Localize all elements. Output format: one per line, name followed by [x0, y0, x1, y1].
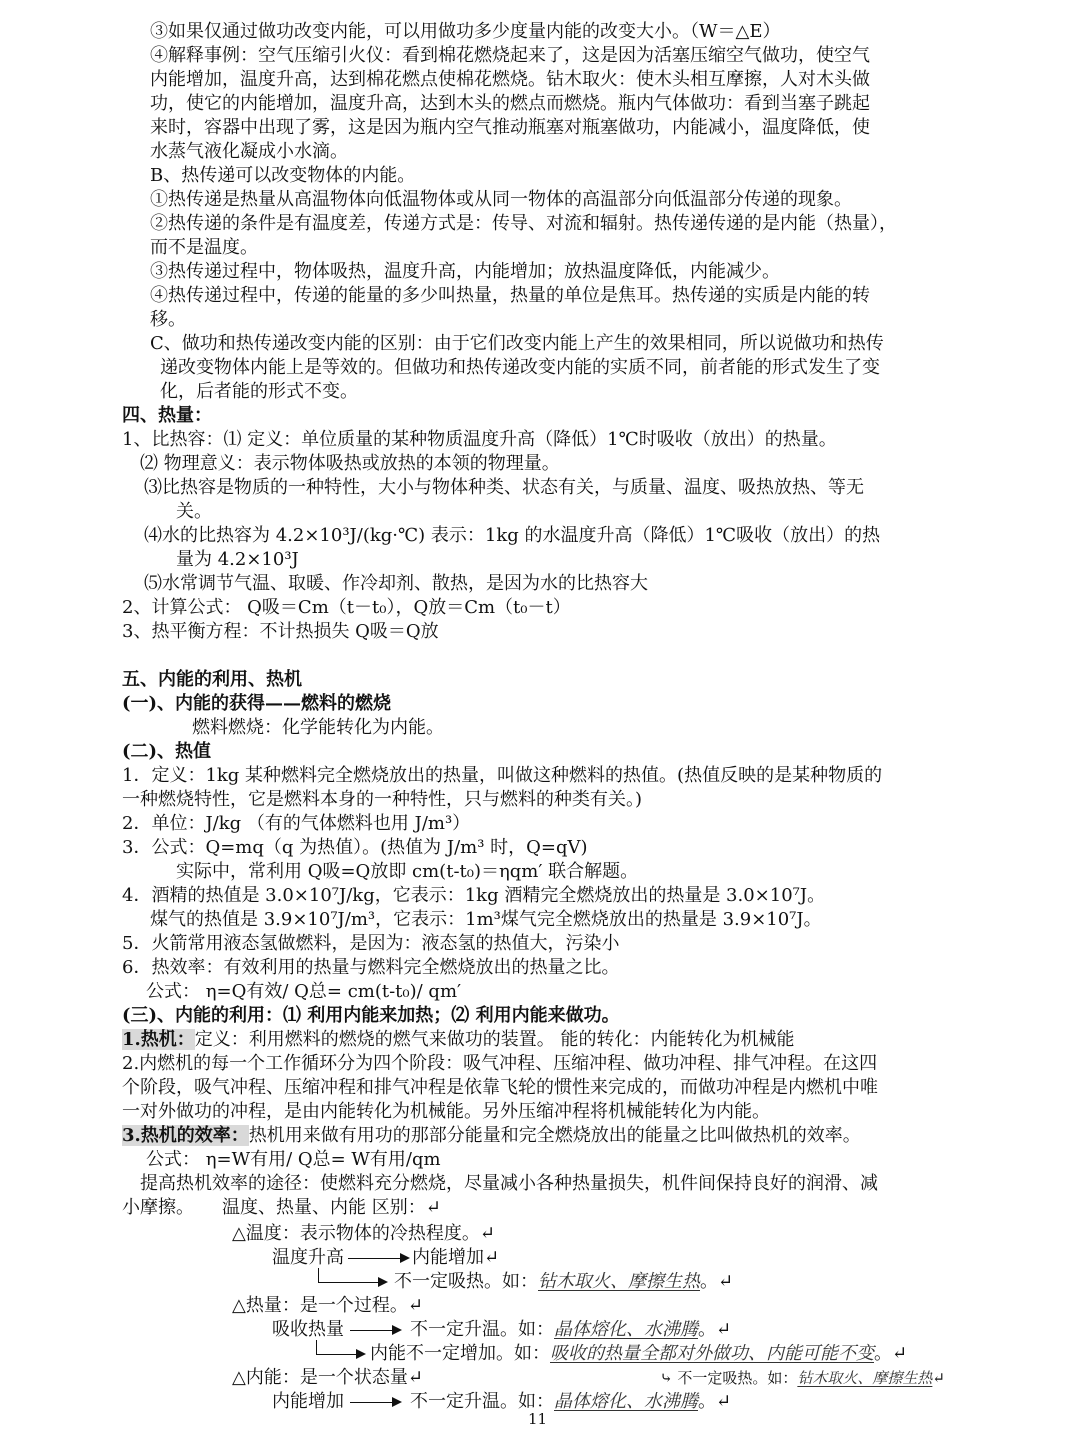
text-line: 燃料燃烧：化学能转化为内能。	[192, 717, 444, 738]
heat-engine-label: 1.热机：	[122, 1029, 195, 1050]
text-line: C、做功和热传递改变内能的区别：由于它们改变内能上产生的效果相同，所以说做功和热传	[150, 333, 884, 354]
text-line: 6．热效率：有效利用的热量与燃料完全燃烧放出的热量之比。	[122, 957, 620, 978]
diagram-temperature-heading: △温度：表示物体的冷热程度。↵	[232, 1223, 495, 1244]
text-line: ③如果仅通过做功改变内能，可以用做功多少度量内能的改变大小。（W＝△E）	[150, 21, 781, 42]
diagram-node: 内能增加	[272, 1391, 344, 1412]
heat-engine-text: 定义：利用燃料的燃烧的燃气来做功的装置。 能的转化：内能转化为机械能	[194, 1029, 795, 1050]
text-line: 关。	[176, 501, 212, 522]
text-line: 1、比热容：⑴ 定义：单位质量的某种物质温度升高（降低）1℃时吸收（放出）的热量。	[122, 429, 837, 450]
text-line: 而不是温度。	[150, 237, 258, 258]
example-text: 钻木取火、摩擦生热	[538, 1271, 700, 1292]
branch-text: 不一定吸热。如：	[394, 1271, 538, 1292]
efficiency-text: 热机用来做有用功的那部分能量和完全燃烧放出的能量之比叫做热机的效率。	[248, 1125, 861, 1146]
arrowhead-icon	[400, 1253, 410, 1263]
text-line: ⑶比热容是物质的一种特性，大小与物体种类、状态有关，与质量、温度、吸热放热、等无	[144, 477, 864, 498]
text-line: 一种燃烧特性，它是燃料本身的一种特性，只与燃料的种类有关。)	[122, 789, 643, 810]
diagram-energy-heading: △内能：是一个状态量↵	[232, 1367, 423, 1388]
arrow-right-icon	[348, 1258, 400, 1259]
text-line: ③热传递过程中，物体吸热，温度升高，内能增加；放热温度降低，内能减少。	[150, 261, 780, 282]
text-line: B、热传递可以改变物体的内能。	[150, 165, 416, 186]
text-line: 3、热平衡方程：不计热损失 Q吸＝Q放	[122, 621, 439, 642]
text-line: 5．火箭常用液态氢做燃料，是因为：液态氢的热值大，污染小	[122, 933, 620, 954]
example-text: 晶体熔化、水沸腾	[554, 1391, 698, 1412]
branch-text: 不一定升温。如：	[410, 1391, 554, 1412]
text-line: 化，后者能的形式不变。	[160, 381, 358, 402]
diagram-branch	[370, 1342, 907, 1366]
diagram-title: 温度、热量、内能 区别：↵	[222, 1197, 441, 1218]
text-line: 公式： η=Q有效/ Q总= cm(t-t₀)/ qm′	[146, 981, 462, 1002]
section-heading: 五、内能的利用、热机	[122, 669, 302, 690]
arrow-right-icon	[350, 1402, 392, 1403]
arrowhead-icon	[392, 1397, 402, 1407]
text-line: 煤气的热值是 3.9×10⁷J/m³，它表示：1m³煤气完全燃烧放出的热量是 3.9×10⁷J。	[150, 909, 822, 930]
text-line: 实际中，常利用 Q吸=Q放即 cm(t-t₀)＝ηqm′ 联合解题。	[176, 861, 639, 882]
diagram-branch	[410, 1318, 731, 1342]
branch-connector-icon	[318, 1268, 379, 1283]
text-line: 1．定义：1kg 某种燃料完全燃烧放出的热量，叫做这种燃料的热值。(热值反映的是某种物质的	[122, 765, 883, 786]
page-number: 11	[528, 1410, 548, 1428]
subsection-heading: (三)、内能的利用：⑴ 利用内能来加热；⑵ 利用内能来做功。	[122, 1005, 620, 1026]
text-line: 量为 4.2×10³J	[176, 549, 299, 570]
diagram-node: 内能增加↵	[412, 1247, 500, 1268]
text-line: 2、计算公式： Q吸＝Cm（t－t₀），Q放＝Cm（t₀－t）	[122, 597, 571, 618]
branch-end: ↵	[932, 1369, 945, 1387]
section-heading: 四、热量：	[122, 405, 212, 426]
text-line: 3．公式：Q=mq（q 为热值）。(热值为 J/m³ 时，Q=qV)	[122, 837, 588, 858]
text-line: 2.内燃机的每一个工作循环分为四个阶段：吸气冲程、压缩冲程、做功冲程、排气冲程。在这四	[122, 1053, 878, 1074]
diagram-heat-heading: △热量：是一个过程。↵	[232, 1295, 423, 1316]
subsection-heading: (二)、热值	[122, 741, 212, 762]
branch-end: 。↵	[698, 1391, 732, 1412]
example-text: 钻木取火、摩擦生热	[797, 1369, 933, 1387]
text-line: 一对外做功的冲程，是由内能转化为机械能。另外压缩冲程将机械能转化为内能。	[122, 1101, 770, 1122]
text-line: ④解释事例：空气压缩引火仪：看到棉花燃烧起来了，这是因为活塞压缩空气做功，使空气	[150, 45, 870, 66]
arrowhead-icon	[356, 1349, 366, 1359]
text-line: ⑵ 物理意义：表示物体吸热或放热的本领的物理量。	[140, 453, 560, 474]
branch-end: 。↵	[700, 1271, 734, 1292]
text-line: ②热传递的条件是有温度差，传递方式是：传导、对流和辐射。热传递传递的是内能（热量），	[150, 213, 897, 234]
diagram-node: 吸收热量	[272, 1319, 344, 1340]
text-line	[122, 1124, 861, 1148]
diagram-branch	[410, 1390, 731, 1414]
diagram-branch	[394, 1270, 733, 1294]
branch-text: 内能不一定增加。如：	[370, 1343, 550, 1364]
subsection-heading: (一)、内能的获得——燃料的燃烧	[122, 693, 392, 714]
branch-text: 不一定升温。如：	[410, 1319, 554, 1340]
text-line: 来时，容器中出现了雾，这是因为瓶内空气推动瓶塞对瓶塞做功，内能减小，温度降低，使	[150, 117, 870, 138]
text-line: ④热传递过程中，传递的能量的多少叫热量，热量的单位是焦耳。热传递的实质是内能的转	[150, 285, 870, 306]
text-line: ⑷水的比热容为 4.2×10³J/(kg·℃) 表示：1kg 的水温度升高（降低）1℃吸收（放出）的热	[144, 525, 881, 546]
text-line: ①热传递是热量从高温物体向低温物体或从同一物体的高温部分向低温部分传递的现象。	[150, 189, 852, 210]
arrowhead-icon	[392, 1325, 402, 1335]
text-line: 水蒸气液化凝成小水滴。	[150, 141, 348, 162]
arrow-right-icon	[350, 1330, 392, 1331]
example-text: 吸收的热量全都对外做功、内能可能不变	[550, 1343, 874, 1364]
arrowhead-icon	[378, 1277, 388, 1287]
text-line: ⑸水常调节气温、取暖、作冷却剂、散热，是因为水的比热容大	[144, 573, 648, 594]
efficiency-label: 3.热机的效率：	[122, 1125, 249, 1146]
diagram-branch: ⤷ 不一定吸热。如：钻木取火、摩擦生热↵	[660, 1369, 945, 1387]
diagram-node: 温度升高	[272, 1247, 344, 1268]
branch-text: 不一定吸热。如：	[677, 1369, 798, 1387]
text-line: 4．酒精的热值是 3.0×10⁷J/kg，它表示：1kg 酒精完全燃烧放出的热量是 3.0×10⁷J。	[122, 885, 826, 906]
text-line: 2．单位：J/kg （有的气体燃料也用 J/m³）	[122, 813, 471, 834]
text-line: 个阶段，吸气冲程、压缩冲程和排气冲程是依靠飞轮的惯性来完成的，而做功冲程是内燃机中唯	[122, 1077, 878, 1098]
text-line: 功，使它的内能增加，温度升高，达到木头的燃点而燃烧。瓶内气体做功：看到当塞子跳起	[150, 93, 870, 114]
text-line: 移。	[150, 309, 186, 330]
text-line	[122, 1028, 795, 1052]
branch-end: 。↵	[698, 1319, 732, 1340]
text-line: 提高热机效率的途径：使燃料充分燃烧，尽量减小各种热量损失，机件间保持良好的润滑、减	[140, 1173, 878, 1194]
branch-end: 。↵	[874, 1343, 908, 1364]
text-line: 递改变物体内能上是等效的。但做功和热传递改变内能的实质不同，前者能的形式发生了变	[160, 357, 880, 378]
text-line: 小摩擦。	[122, 1197, 194, 1218]
branch-connector-icon	[316, 1340, 357, 1355]
text-line: 内能增加，温度升高，达到棉花燃点使棉花燃烧。钻木取火：使木头相互摩擦，人对木头做	[150, 69, 870, 90]
example-text: 晶体熔化、水沸腾	[554, 1319, 698, 1340]
text-line: 公式： η=W有用/ Q总= W有用/qm	[146, 1149, 441, 1170]
